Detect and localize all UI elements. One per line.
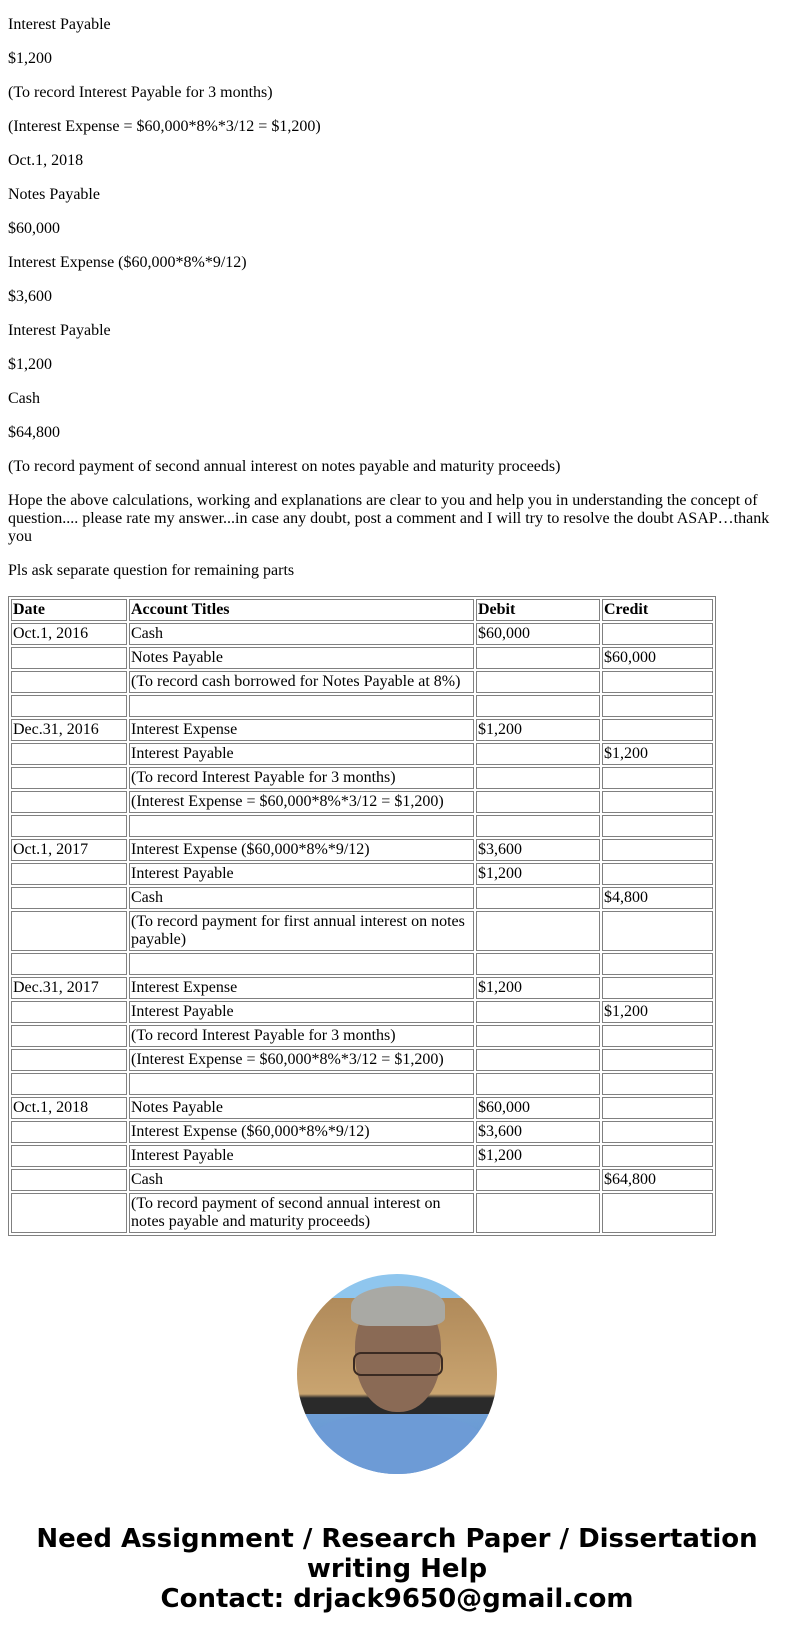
- cell-credit: [602, 1025, 713, 1047]
- cell-date: [11, 767, 127, 789]
- cell-debit: [476, 1001, 600, 1023]
- table-row: [11, 1025, 713, 1047]
- remaining-parts-note: Pls ask separate question for remaining parts: [8, 562, 295, 579]
- cell-date: Dec.31, 2016: [11, 719, 127, 741]
- cell-date: [11, 671, 127, 693]
- cell-debit: $3,600: [476, 1121, 600, 1143]
- table-row: [11, 623, 713, 645]
- separator-cell: [602, 953, 713, 975]
- cell-account: Notes Payable: [129, 647, 474, 669]
- cell-debit: $3,600: [476, 839, 600, 861]
- cell-date: [11, 1193, 127, 1233]
- text-line: $1,200: [8, 50, 52, 67]
- table-row: [11, 977, 713, 999]
- cell-account: Cash: [129, 887, 474, 909]
- cell-account: (To record payment of second annual interest on notes payable and maturity proceeds): [129, 1193, 474, 1233]
- separator-cell: [129, 1073, 474, 1095]
- header-credit: Credit: [602, 599, 713, 621]
- author-avatar-container: [8, 1274, 786, 1474]
- cell-date: Oct.1, 2018: [11, 1097, 127, 1119]
- text-line: $1,200: [8, 356, 52, 373]
- cell-debit: [476, 1025, 600, 1047]
- cell-credit: [602, 623, 713, 645]
- cell-debit: [476, 1169, 600, 1191]
- cell-debit: [476, 911, 600, 951]
- cell-credit: [602, 1121, 713, 1143]
- separator-cell: [602, 1073, 713, 1095]
- cell-debit: [476, 647, 600, 669]
- promo-contact: Contact: drjack9650@gmail.com: [160, 1584, 634, 1614]
- table-row: [11, 911, 713, 951]
- cell-account: Cash: [129, 1169, 474, 1191]
- separator-cell: [11, 815, 127, 837]
- table-row: [11, 791, 713, 813]
- group-separator: [11, 695, 713, 717]
- separator-cell: [11, 953, 127, 975]
- text-line: Interest Expense ($60,000*8%*9/12): [8, 254, 247, 271]
- entry-group: [11, 953, 713, 1071]
- table-row: [11, 647, 713, 669]
- text-line: $3,600: [8, 288, 52, 305]
- separator-cell: [476, 953, 600, 975]
- cell-account: Interest Expense ($60,000*8%*9/12): [129, 839, 474, 861]
- cell-debit: [476, 1049, 600, 1071]
- cell-debit: $1,200: [476, 719, 600, 741]
- cell-account: Notes Payable: [129, 1097, 474, 1119]
- entry-group: [11, 623, 713, 693]
- cell-debit: $1,200: [476, 1145, 600, 1167]
- cell-debit: [476, 767, 600, 789]
- separator-cell: [476, 815, 600, 837]
- table-row: [11, 887, 713, 909]
- table-row: [11, 671, 713, 693]
- table-row: [11, 1145, 713, 1167]
- cell-date: [11, 911, 127, 951]
- answer-content: [8, 16, 786, 1236]
- separator-cell: [129, 953, 474, 975]
- table-header-row: [11, 599, 713, 621]
- group-separator: [11, 815, 713, 837]
- text-line: $64,800: [8, 424, 60, 441]
- cell-date: [11, 1025, 127, 1047]
- header-account-titles: Account Titles: [129, 599, 474, 621]
- cell-account: (Interest Expense = $60,000*8%*3/12 = $1,200): [129, 791, 474, 813]
- cell-credit: [602, 671, 713, 693]
- separator-cell: [476, 1073, 600, 1095]
- cell-debit: $60,000: [476, 1097, 600, 1119]
- group-separator: [11, 1073, 713, 1095]
- separator-cell: [476, 695, 600, 717]
- cell-account: (To record cash borrowed for Notes Payable at 8%): [129, 671, 474, 693]
- cell-credit: $1,200: [602, 743, 713, 765]
- cell-debit: [476, 887, 600, 909]
- cell-credit: [602, 1193, 713, 1233]
- author-photo-icon: [297, 1274, 497, 1474]
- cell-credit: [602, 977, 713, 999]
- cell-date: [11, 1001, 127, 1023]
- table-row: [11, 1097, 713, 1119]
- entry-group: [11, 815, 713, 951]
- cell-date: Oct.1, 2017: [11, 839, 127, 861]
- cell-date: [11, 743, 127, 765]
- cell-account: (To record Interest Payable for 3 months): [129, 767, 474, 789]
- text-line: Oct.1, 2018: [8, 152, 84, 169]
- table-row: [11, 1001, 713, 1023]
- table-row: [11, 1169, 713, 1191]
- cell-account: (Interest Expense = $60,000*8%*3/12 = $1,200): [129, 1049, 474, 1071]
- table-row: [11, 839, 713, 861]
- cell-date: [11, 863, 127, 885]
- cell-credit: [602, 1145, 713, 1167]
- separator-cell: [129, 815, 474, 837]
- cell-debit: $1,200: [476, 977, 600, 999]
- avatar-glasses: [353, 1352, 443, 1376]
- separator-cell: [129, 695, 474, 717]
- entry-group: [11, 1073, 713, 1233]
- cell-credit: [602, 839, 713, 861]
- journal-entries-table: [8, 596, 716, 1236]
- cell-credit: $60,000: [602, 647, 713, 669]
- text-line: (To record Interest Payable for 3 months): [8, 84, 273, 101]
- cell-date: [11, 1121, 127, 1143]
- text-line: Cash: [8, 390, 40, 407]
- cell-date: [11, 791, 127, 813]
- cell-date: Dec.31, 2017: [11, 977, 127, 999]
- cell-date: [11, 887, 127, 909]
- cell-credit: [602, 863, 713, 885]
- cell-debit: [476, 1193, 600, 1233]
- cell-account: Cash: [129, 623, 474, 645]
- cell-date: Oct.1, 2016: [11, 623, 127, 645]
- cell-credit: [602, 911, 713, 951]
- separator-cell: [602, 695, 713, 717]
- table-row: [11, 719, 713, 741]
- table-row: [11, 1121, 713, 1143]
- group-separator: [11, 953, 713, 975]
- cell-credit: $4,800: [602, 887, 713, 909]
- cell-account: Interest Expense ($60,000*8%*9/12): [129, 1121, 474, 1143]
- cell-account: Interest Expense: [129, 977, 474, 999]
- cell-account: Interest Payable: [129, 743, 474, 765]
- cell-debit: [476, 743, 600, 765]
- promo-line-2: writing Help: [306, 1554, 488, 1584]
- promo-line-1: Need Assignment / Research Paper / Dissertation: [36, 1524, 758, 1554]
- entry-group: [11, 695, 713, 813]
- cell-credit: [602, 767, 713, 789]
- cell-credit: [602, 1097, 713, 1119]
- cell-account: (To record payment for first annual interest on notes payable): [129, 911, 474, 951]
- avatar-shirt: [307, 1414, 487, 1474]
- closing-note: Hope the above calculations, working and explanations are clear to you and help you in understanding the concept of question.... please rate my answer...in case any doubt, post a comment and I will try to resolve the doubt ASAP…thank you: [8, 492, 770, 545]
- avatar-hair: [351, 1286, 445, 1326]
- cell-date: [11, 647, 127, 669]
- text-line: (To record payment of second annual interest on notes payable and maturity proceeds): [8, 458, 561, 475]
- cell-account: Interest Payable: [129, 1145, 474, 1167]
- cell-debit: [476, 791, 600, 813]
- text-line: Notes Payable: [8, 186, 100, 203]
- text-line: Interest Payable: [8, 322, 111, 339]
- header-date: Date: [11, 599, 127, 621]
- cell-credit: [602, 791, 713, 813]
- cell-credit: $64,800: [602, 1169, 713, 1191]
- promo-banner: [8, 1524, 786, 1634]
- table-row: [11, 1193, 713, 1233]
- cell-account: Interest Payable: [129, 1001, 474, 1023]
- text-line: $60,000: [8, 220, 60, 237]
- cell-credit: [602, 1049, 713, 1071]
- cell-credit: $1,200: [602, 1001, 713, 1023]
- table-row: [11, 863, 713, 885]
- separator-cell: [11, 1073, 127, 1095]
- cell-debit: $60,000: [476, 623, 600, 645]
- header-debit: Debit: [476, 599, 600, 621]
- cell-debit: $1,200: [476, 863, 600, 885]
- cell-date: [11, 1145, 127, 1167]
- text-line: Interest Payable: [8, 16, 111, 33]
- cell-account: Interest Expense: [129, 719, 474, 741]
- separator-cell: [602, 815, 713, 837]
- cell-date: [11, 1049, 127, 1071]
- text-line: (Interest Expense = $60,000*8%*3/12 = $1,200): [8, 118, 321, 135]
- cell-credit: [602, 719, 713, 741]
- cell-date: [11, 1169, 127, 1191]
- table-row: [11, 767, 713, 789]
- table-row: [11, 1049, 713, 1071]
- separator-cell: [11, 695, 127, 717]
- cell-account: (To record Interest Payable for 3 months): [129, 1025, 474, 1047]
- cell-account: Interest Payable: [129, 863, 474, 885]
- table-row: [11, 743, 713, 765]
- cell-debit: [476, 671, 600, 693]
